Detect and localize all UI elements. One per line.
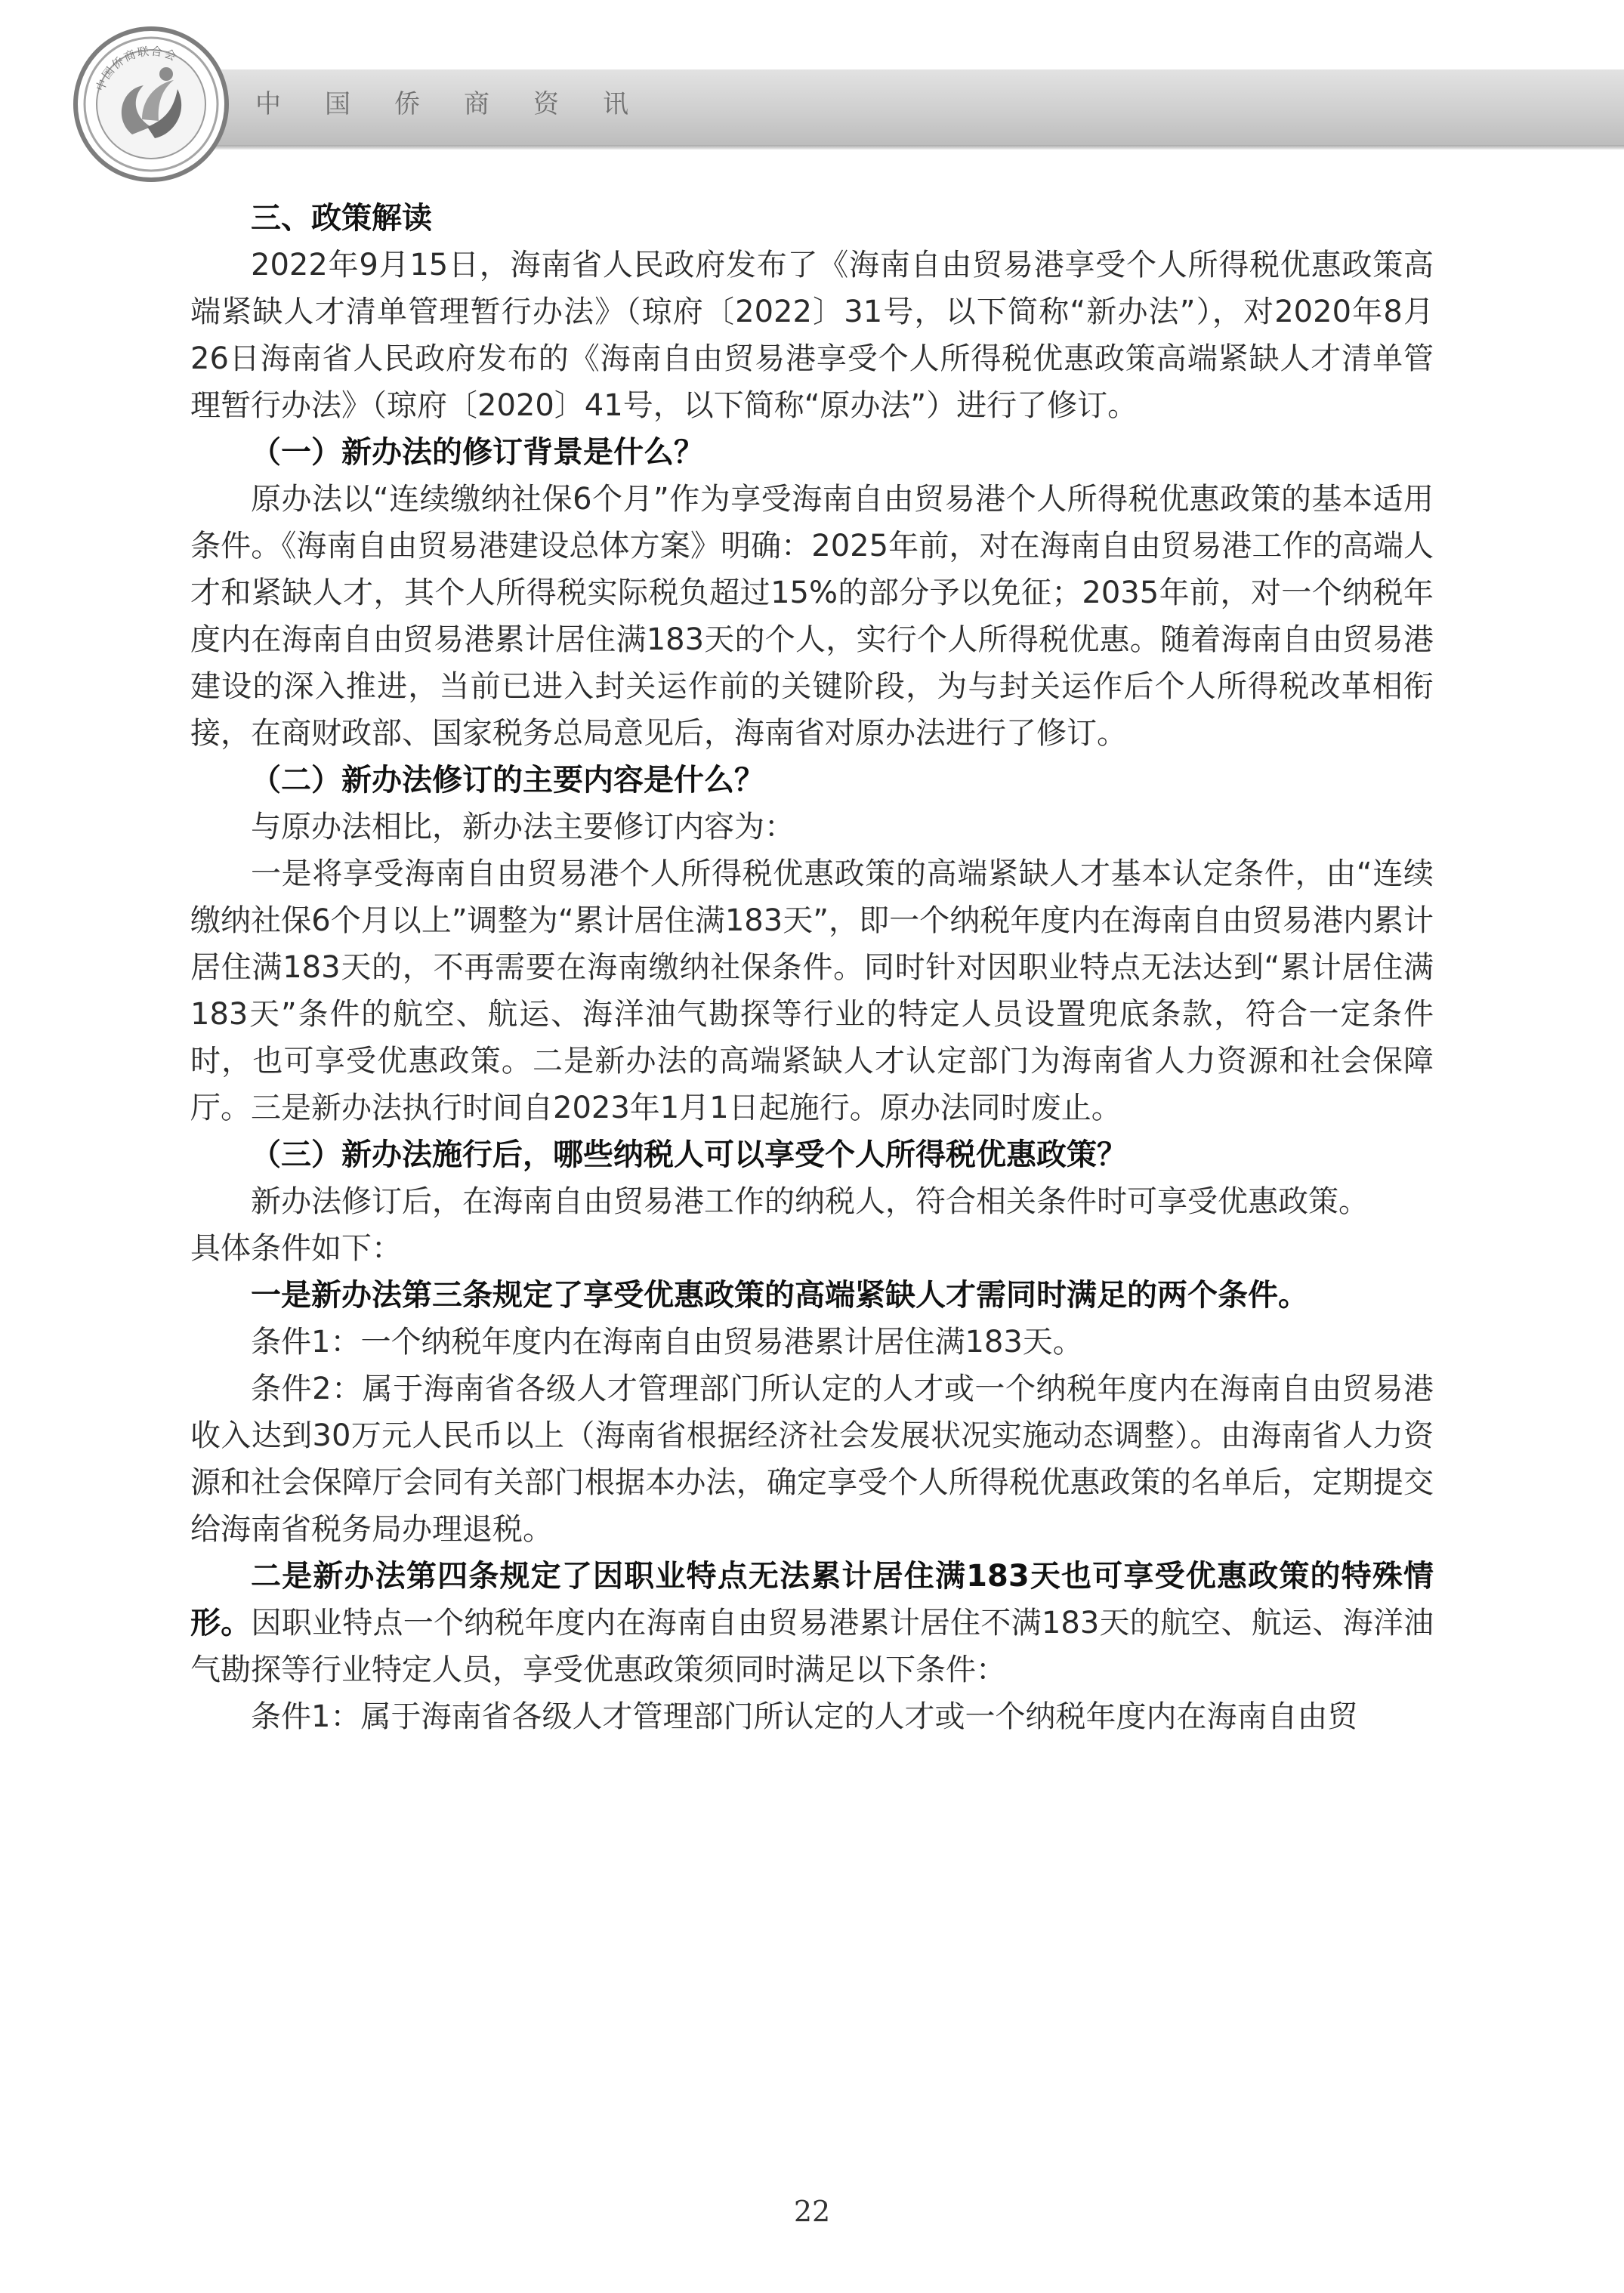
question-3-intro-continued: 具体条件如下： — [190, 1231, 402, 1266]
article-3-heading: 一是新办法第三条规定了享受优惠政策的高端紧缺人才需同时满足的两个条件。 — [251, 1278, 1308, 1313]
article-4-condition-1: 条件1：属于海南省各级人才管理部门所认定的人才或一个纳税年度内在海南自由贸 — [251, 1699, 1358, 1734]
question-2-heading: （二）新办法修订的主要内容是什么？ — [251, 763, 764, 798]
condition-2: 条件2：属于海南省各级人才管理部门所认定的人才或一个纳税年度内在海南自由贸易港收入达到30万元人民币以上（海南省根据经济社会发展状况实施动态调整）。由海南省人力资源和社会保障厅会同有关部门根据本办法，确定享受个人所得税优惠政策的名单后，定期提交给海南省税务局办理退税。 — [190, 1372, 1434, 1547]
article-4-text: 因职业特点一个纳税年度内在海南自由贸易港累计居住不满183天的航空、航运、海洋油气勘探等行业特定人员，享受优惠政策须同时满足以下条件： — [190, 1606, 1434, 1687]
question-3-intro: 新办法修订后，在海南自由贸易港工作的纳税人，符合相关条件时可享受优惠政策。 — [251, 1184, 1369, 1219]
intro-paragraph: 2022年9月15日，海南省人民政府发布了《海南自由贸易港享受个人所得税优惠政策高端紧缺人才清单管理暂行办法》（琼府〔2022〕31号，以下简称“新办法”），对2020年8月26日海南省人民政府发布的《海南自由贸易港享受个人所得税优惠政策高端紧缺人才清单管理暂行办法》（琼府〔2020〕41号，以下简称“原办法”）进行了修订。 — [190, 248, 1434, 423]
article-4-heading: 二是新办法第四条规定了因职业特点无法累计居住满183天也可享受优惠政策的特殊情形。 — [190, 1559, 1434, 1640]
question-3-heading: （三）新办法施行后，哪些纳税人可以享受个人所得税优惠政策？ — [251, 1137, 1127, 1172]
section-heading: 三、政策解读 — [251, 201, 432, 236]
publication-logo-icon — [60, 14, 242, 195]
question-2-answer: 一是将享受海南自由贸易港个人所得税优惠政策的高端紧缺人才基本认定条件，由“连续缴纳社保6个月以上”调整为“累计居住满183天”，即一个纳税年度内在海南自由贸易港内累计居住满183天的，不再需要在海南缴纳社保条件。同时针对因职业特点无法达到“累计居住满183天”条件的航空、航运、海洋油气勘探等行业的特定人员设置兜底条款，符合一定条件时，也可享受优惠政策。二是新办法的高端紧缺人才认定部门为海南省人力资源和社会保障厅。三是新办法执行时间自2023年1月1日起施行。原办法同时废止。 — [190, 856, 1434, 1125]
page-number: 22 — [793, 2195, 831, 2228]
header-shadow — [189, 145, 1624, 150]
article-4-paragraph — [190, 1553, 1434, 1693]
publication-title: 中国侨商资讯 — [255, 89, 672, 119]
condition-1: 条件1：一个纳税年度内在海南自由贸易港累计居住满183天。 — [251, 1325, 1083, 1359]
question-1-heading: （一）新办法的修订背景是什么？ — [251, 435, 704, 470]
logo-text: 中国侨商联合会 — [93, 44, 180, 94]
article-body — [190, 195, 1434, 1740]
question-2-intro: 与原办法相比，新办法主要修订内容为： — [251, 810, 795, 844]
question-1-answer: 原办法以“连续缴纳社保6个月”作为享受海南自由贸易港个人所得税优惠政策的基本适用条件。《海南自由贸易港建设总体方案》明确：2025年前，对在海南自由贸易港工作的高端人才和紧缺人才，其个人所得税实际税负超过15%的部分予以免征；2035年前，对一个纳税年度内在海南自由贸易港累计居住满183天的个人，实行个人所得税优惠。随着海南自由贸易港建设的深入推进，当前已进入封关运作前的关键阶段，为与封关运作后个人所得税改革相衔接，在商财政部、国家税务总局意见后，海南省对原办法进行了修订。 — [190, 482, 1434, 751]
